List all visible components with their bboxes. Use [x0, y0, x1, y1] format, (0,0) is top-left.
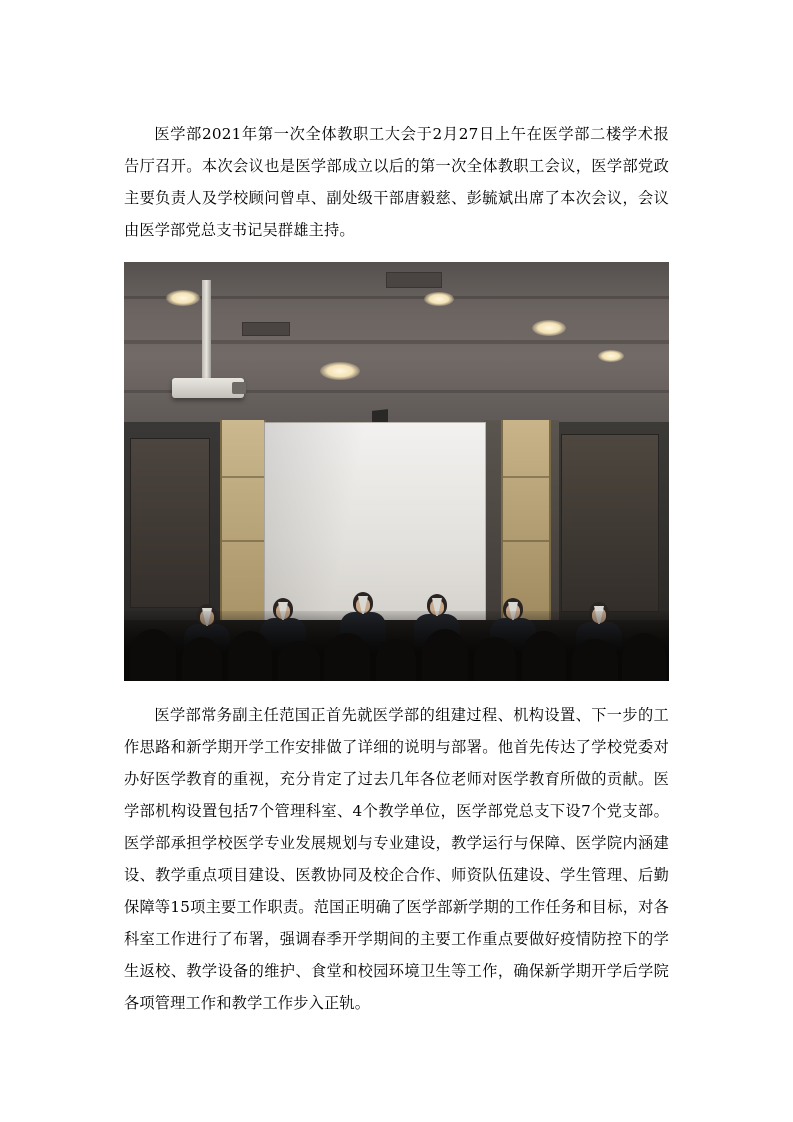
audience-person	[228, 631, 272, 681]
wall-panel-left	[130, 438, 210, 608]
audience-person	[572, 639, 618, 681]
projector-mount	[202, 280, 211, 380]
audience-person	[622, 633, 666, 681]
projection-screen-shading	[264, 422, 484, 622]
wall-panel-right	[561, 434, 659, 612]
ceiling-light	[166, 290, 200, 306]
ceiling-light	[532, 320, 566, 336]
audience-person	[278, 641, 320, 681]
meeting-photo	[124, 262, 669, 681]
audience-person	[130, 629, 176, 681]
ceiling-vent	[242, 322, 290, 336]
photo-scene	[124, 262, 669, 681]
audience-person	[324, 633, 370, 681]
paragraph-2: 医学部常务副主任范国正首先就医学部的组建过程、机构设置、下一步的工作思路和新学期开学工作安排做了详细的说明与部署。他首先传达了学校党委对办好医学教育的重视，充分肯定了过去几年各位老师对医学教育所做的贡献。医学部机构设置包括7个管理科室、4个教学单位，医学部党总支下设7个党支部。医学部承担学校医学专业发展规划与专业建设，教学运行与保障、医学院内涵建设、教学重点项目建设、医教协同及校企合作、师资队伍建设、学生管理、后勤保障等15项主要工作职责。范国正明确了医学部新学期的工作任务和目标，对各科室工作进行了布署，强调春季开学期间的主要工作重点要做好疫情防控下的学生返校、教学设备的维护、食堂和校园环境卫生等工作，确保新学期开学后学院各项管理工作和教学工作步入正轨。	[124, 706, 669, 1012]
ceiling-vent	[386, 272, 442, 288]
ceiling-light	[320, 362, 360, 380]
audience-person	[522, 631, 566, 681]
projector-lens	[232, 382, 246, 394]
ceiling-light	[598, 350, 624, 362]
audience-person	[474, 637, 516, 681]
document-body	[124, 118, 669, 1019]
audience-person	[422, 629, 468, 681]
gold-panel-left	[220, 420, 266, 624]
paragraph-1: 医学部2021年第一次全体教职工大会于2月27日上午在医学部二楼学术报告厅召开。本次会议也是医学部成立以后的第一次全体教职工会议，医学部党政主要负责人及学校顾问曾卓、副处级干部唐毅慈、彭毓斌出席了本次会议，会议由医学部党总支书记吴群雄主持。	[124, 125, 669, 239]
audience-person	[182, 637, 222, 681]
audience-person	[376, 639, 416, 681]
gold-panel-right	[501, 420, 551, 624]
ceiling-light	[424, 292, 454, 306]
